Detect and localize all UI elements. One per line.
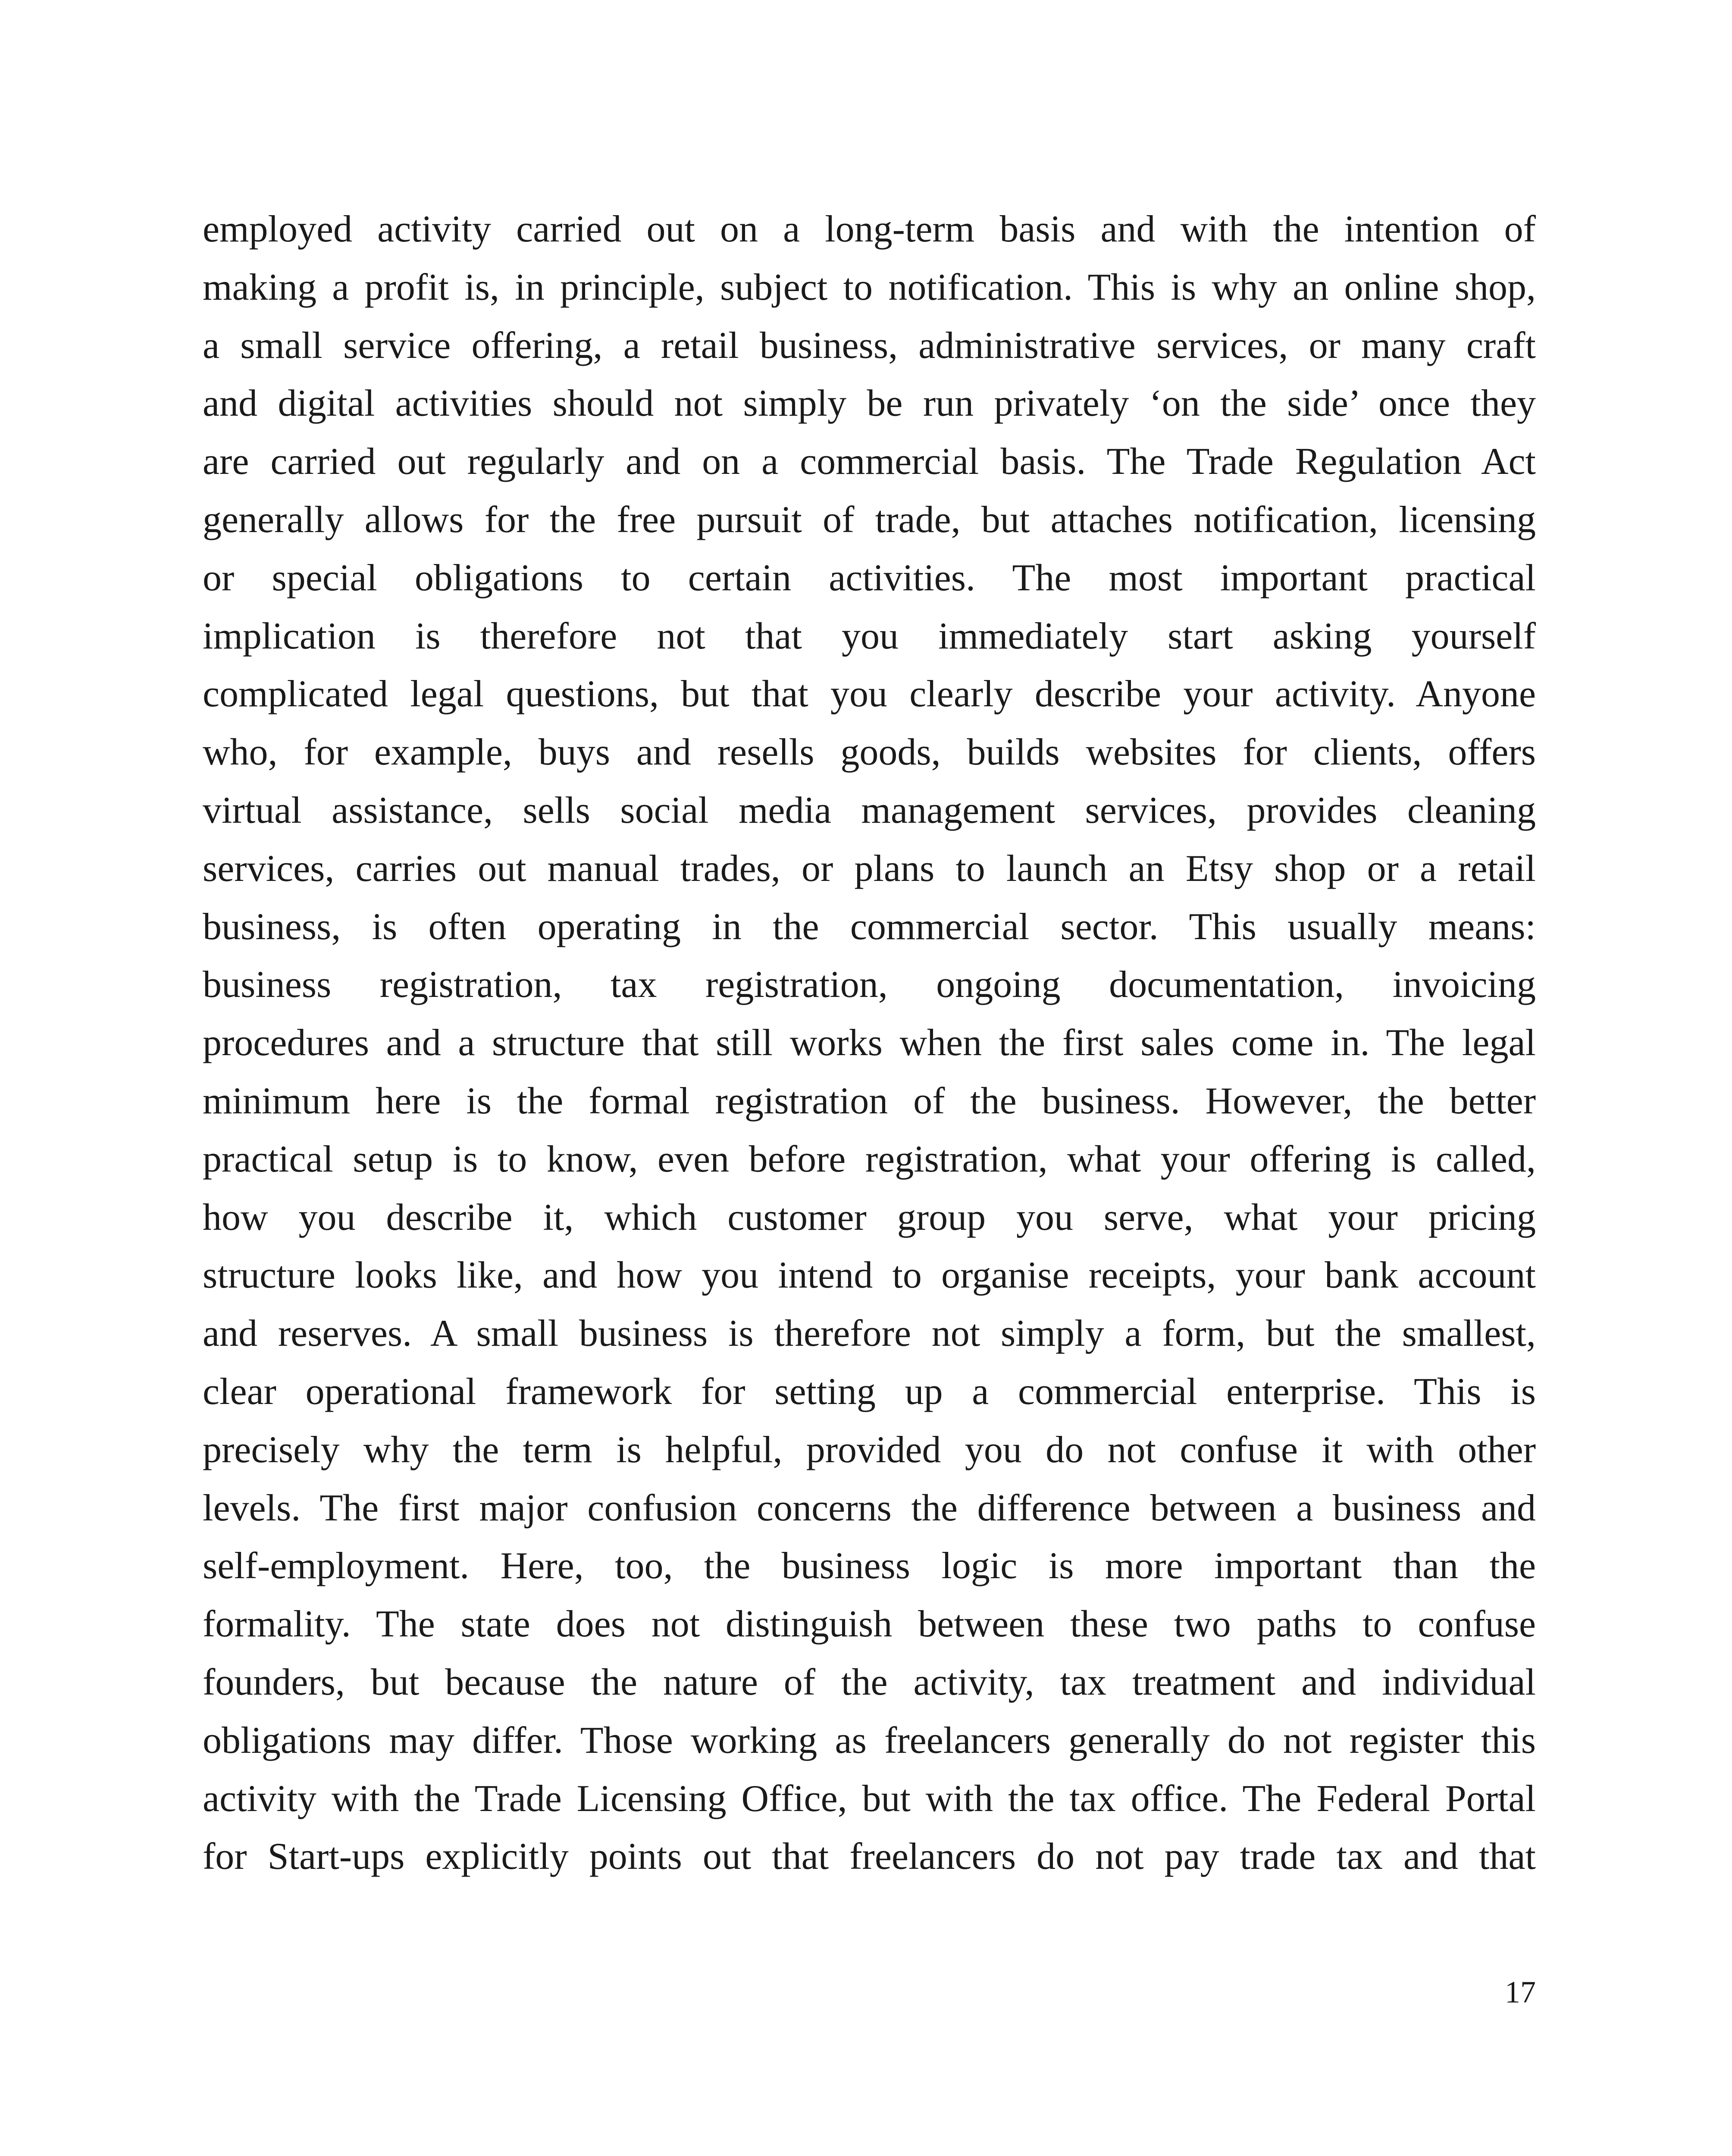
- text-line: clear operational framework for setting up a commercial enterprise. This is: [203, 1370, 1536, 1413]
- text-line: founders, but because the nature of the activity, tax treatment and individual: [203, 1661, 1536, 1703]
- text-line: self-employment. Here, too, the business logic is more important than the: [203, 1545, 1536, 1587]
- text-line: procedures and a structure that still works when the first sales come in. The legal: [203, 1022, 1536, 1064]
- text-line: for Start-ups explicitly points out that freelancers do not pay trade tax and that: [203, 1836, 1536, 1878]
- text-line: are carried out regularly and on a commercial basis. The Trade Regulation Act: [203, 441, 1536, 483]
- text-line: minimum here is the formal registration of the business. However, the better: [203, 1080, 1536, 1122]
- text-line: structure looks like, and how you intend to organise receipts, your bank account: [203, 1254, 1536, 1297]
- body-paragraph: [203, 201, 1536, 1886]
- text-line: generally allows for the free pursuit of trade, but attaches notification, licensing: [203, 498, 1536, 541]
- text-line: business registration, tax registration, ongoing documentation, invoicing: [203, 964, 1536, 1006]
- page-number: 17: [1505, 1975, 1536, 2009]
- text-line: how you describe it, which customer group you serve, what your pricing: [203, 1196, 1536, 1238]
- text-line: and reserves. A small business is therefore not simply a form, but the smallest,: [203, 1313, 1536, 1355]
- text-line: virtual assistance, sells social media management services, provides cleaning: [203, 789, 1536, 831]
- text-line: and digital activities should not simply be run privately ‘on the side’ once they: [203, 382, 1536, 425]
- text-line: levels. The first major confusion concerns the difference between a business and: [203, 1487, 1536, 1529]
- text-line: practical setup is to know, even before registration, what your offering is called,: [203, 1138, 1536, 1180]
- text-line: formality. The state does not distinguish between these two paths to confuse: [203, 1603, 1536, 1645]
- text-line: making a profit is, in principle, subject to notification. This is why an online shop,: [203, 266, 1536, 308]
- text-line: obligations may differ. Those working as freelancers generally do not register this: [203, 1719, 1536, 1761]
- text-line: services, carries out manual trades, or plans to launch an Etsy shop or a retail: [203, 847, 1536, 890]
- text-line: implication is therefore not that you immediately start asking yourself: [203, 615, 1536, 657]
- text-line: employed activity carried out on a long-term basis and with the intention of: [203, 208, 1536, 250]
- text-line: complicated legal questions, but that you clearly describe your activity. Anyone: [203, 673, 1536, 715]
- text-line: precisely why the term is helpful, provided you do not confuse it with other: [203, 1429, 1536, 1471]
- text-line: activity with the Trade Licensing Office, but with the tax office. The Federal Portal: [203, 1777, 1536, 1820]
- text-line: who, for example, buys and resells goods, builds websites for clients, offers: [203, 731, 1536, 774]
- text-line: or special obligations to certain activities. The most important practical: [203, 557, 1536, 599]
- text-line: business, is often operating in the commercial sector. This usually means:: [203, 906, 1536, 948]
- text-line: a small service offering, a retail business, administrative services, or many craft: [203, 324, 1536, 367]
